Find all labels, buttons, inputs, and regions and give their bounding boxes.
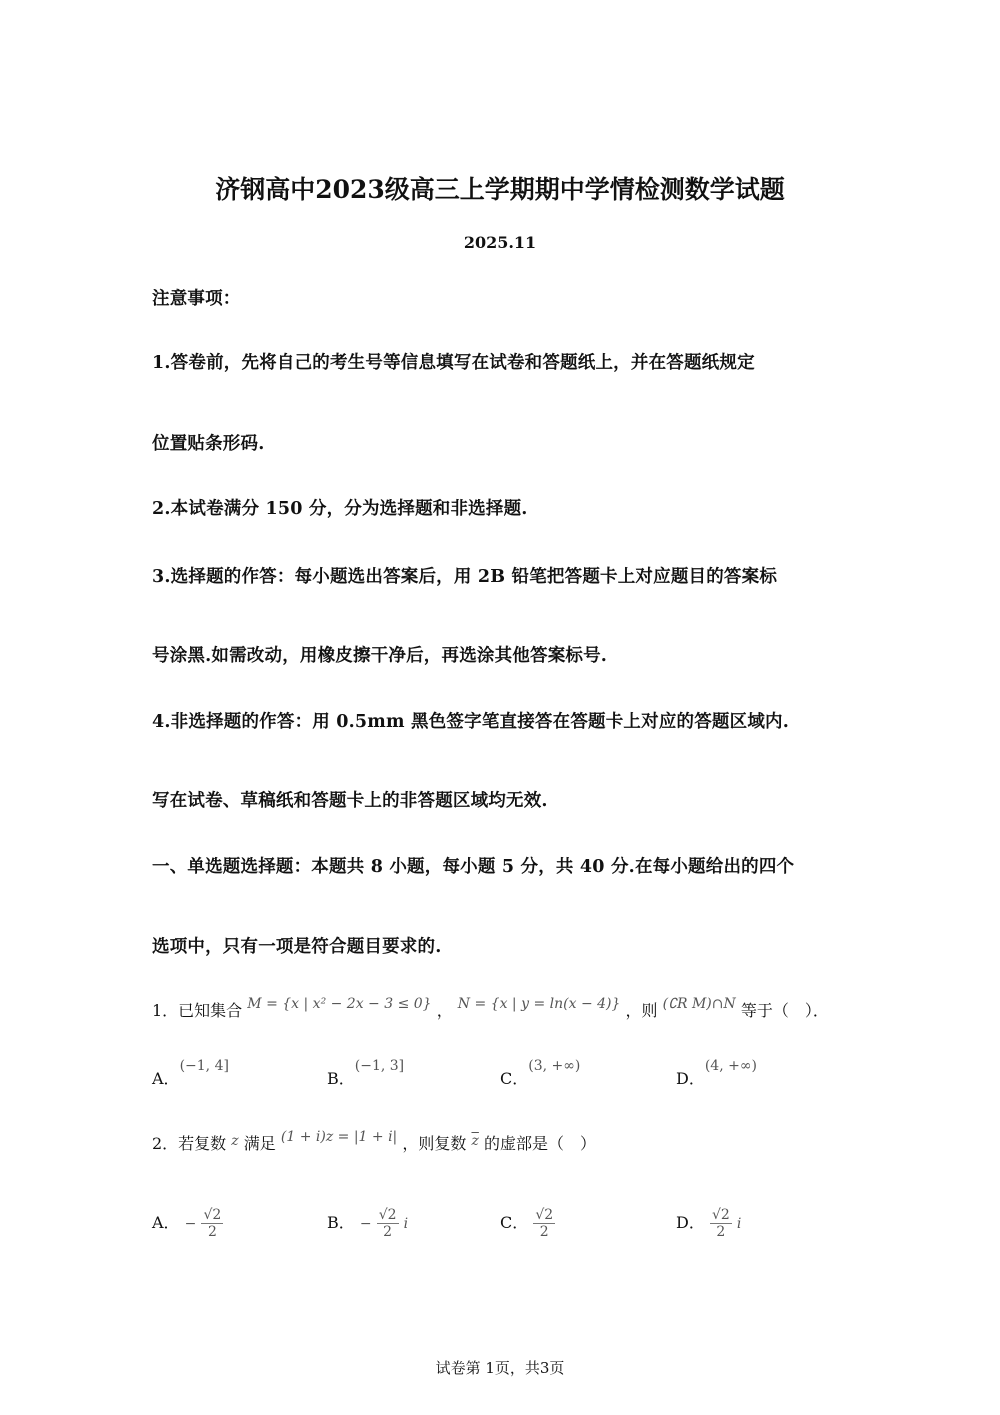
question-2	[152, 1131, 596, 1154]
page-footer: 试卷第 1页，共3页	[435, 1359, 565, 1377]
notice-line-5: 号涂黑.如需改动，用橡皮擦干净后，再选涂其他答案标号.	[152, 646, 608, 666]
option-fraction: $\frac{√2}{2}$	[711, 1207, 730, 1240]
option-fraction: $\frac{√2}{2}$	[203, 1207, 222, 1240]
q2-z: z	[231, 1133, 239, 1149]
q2-then: ，则复数	[402, 1134, 467, 1153]
q1-option-b	[327, 1058, 405, 1089]
q1-comma: ，	[436, 1001, 453, 1020]
exam-title: 济钢高中2023级高三上学期期中学情检测数学试题	[215, 175, 785, 204]
option-label: A．	[152, 1069, 180, 1088]
q2-option-a	[152, 1192, 223, 1240]
notice-line-7: 写在试卷、草稿纸和答题卡上的非答题区域均无效.	[152, 791, 548, 811]
q2-option-c	[500, 1192, 555, 1240]
option-label: C．	[500, 1069, 529, 1088]
q1-prefix: 1．已知集合	[152, 1001, 243, 1020]
q1-set-m: M = {x | x² − 2x − 3 ≤ 0}	[247, 996, 432, 1012]
q1-then: ，则	[625, 1001, 658, 1020]
q1-option-d	[676, 1058, 757, 1089]
exam-date: 2025.11	[463, 233, 537, 252]
option-value: (−1, 4]	[179, 1058, 229, 1074]
notice-line-3: 2.本试卷满分 150 分，分为选择题和非选择题.	[152, 499, 528, 519]
notice-heading: 注意事项：	[152, 289, 241, 309]
notice-line-4: 3.选择题的作答：每小题选出答案后，用 2B 铅笔把答题卡上对应题目的答案标	[152, 567, 778, 587]
option-label: B．	[327, 1069, 355, 1088]
q1-expression: (∁R M)∩N	[662, 996, 736, 1012]
option-sign: −	[184, 1216, 197, 1232]
q1-set-n: N = {x | y = ln(x − 4)}	[457, 996, 621, 1012]
option-label: B．	[327, 1213, 355, 1232]
option-value: (3, +∞)	[528, 1058, 581, 1074]
option-label: A．	[152, 1213, 180, 1232]
option-value: (4, +∞)	[704, 1058, 757, 1074]
q2-option-d	[676, 1192, 741, 1240]
q2-suffix: 的虚部是（ ）	[483, 1134, 596, 1153]
option-tail: i	[736, 1216, 742, 1232]
notice-line-2: 位置贴条形码.	[152, 434, 265, 454]
question-1	[152, 998, 829, 1021]
option-label: D．	[676, 1213, 705, 1232]
option-label: D．	[676, 1069, 705, 1088]
section-heading-line-2: 选项中，只有一项是符合题目要求的.	[152, 937, 442, 957]
q2-z-conjugate: $\overline{z}$	[471, 1133, 479, 1149]
option-label: C．	[500, 1213, 529, 1232]
option-sign: −	[359, 1216, 372, 1232]
option-fraction: $\frac{√2}{2}$	[378, 1207, 397, 1240]
q2-prefix: 2．若复数	[152, 1134, 227, 1153]
q2-option-b	[327, 1192, 408, 1240]
option-fraction: $\frac{√2}{2}$	[535, 1207, 554, 1240]
q1-option-c	[500, 1058, 581, 1089]
notice-line-6: 4.非选择题的作答：用 0.5mm 黑色签字笔直接答在答题卡上对应的答题区域内.	[152, 712, 790, 732]
q1-suffix: 等于（ ）．	[740, 1001, 829, 1020]
q2-equation: (1 + i)z = |1 + i|	[280, 1129, 398, 1145]
q1-option-a	[152, 1058, 229, 1089]
option-tail: i	[403, 1216, 409, 1232]
notice-line-1: 1.答卷前，先将自己的考生号等信息填写在试卷和答题纸上，并在答题纸规定	[152, 353, 755, 373]
section-heading-line-1: 一、单选题选择题：本题共 8 小题，每小题 5 分，共 40 分.在每小题给出的四个	[152, 857, 795, 877]
q2-satisfies: 满足	[243, 1134, 276, 1153]
option-value: (−1, 3]	[354, 1058, 405, 1074]
